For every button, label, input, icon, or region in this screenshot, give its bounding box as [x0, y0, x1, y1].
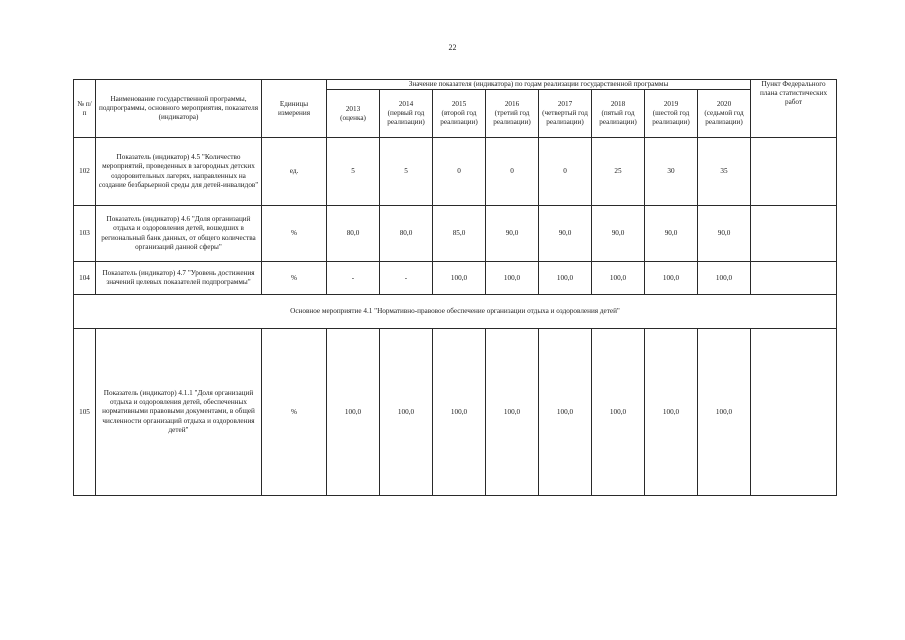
value-cell: 80,0 — [380, 206, 433, 262]
value-cell: 5 — [380, 138, 433, 206]
row-number: 105 — [74, 329, 96, 496]
header-year: 2020 (седьмой год реализации) — [698, 90, 751, 138]
value-cell: 100,0 — [698, 262, 751, 295]
indicator-name: Показатель (индикатор) 4.1.1 "Доля организаций отдыха и оздоровления детей, обеспеченных нормативными правовыми документами, в общей численности организаций отдыха и оздоровления детей" — [96, 329, 262, 496]
unit-cell: % — [262, 262, 327, 295]
value-cell: 90,0 — [486, 206, 539, 262]
header-year: 2018 (пятый год реализации) — [592, 90, 645, 138]
value-cell: - — [380, 262, 433, 295]
value-cell: 90,0 — [592, 206, 645, 262]
header-year: 2014 (первый год реализации) — [380, 90, 433, 138]
table-row — [74, 262, 837, 295]
plan-cell — [751, 329, 837, 496]
value-cell: 100,0 — [539, 329, 592, 496]
header-num: № п/п — [74, 80, 96, 138]
value-cell: 100,0 — [486, 262, 539, 295]
header-name: Наименование государственной программы, подпрограммы, основного мероприятия, показателя (индикатора) — [96, 80, 262, 138]
header-year: 2019 (шестой год реализации) — [645, 90, 698, 138]
value-cell: 0 — [539, 138, 592, 206]
table-row — [74, 329, 837, 496]
row-number: 103 — [74, 206, 96, 262]
value-cell: 25 — [592, 138, 645, 206]
value-cell: 100,0 — [645, 329, 698, 496]
indicator-name: Показатель (индикатор) 4.6 "Доля организаций отдыха и оздоровления детей, вошедших в региональный банк данных, от общего количества организаций данной сферы" — [96, 206, 262, 262]
value-cell: 100,0 — [380, 329, 433, 496]
header-year: 2013 (оценка) — [327, 90, 380, 138]
page-number: 22 — [448, 43, 457, 52]
value-cell: 100,0 — [645, 262, 698, 295]
header-year: 2016 (третий год реализации) — [486, 90, 539, 138]
value-cell: 100,0 — [327, 329, 380, 496]
value-cell: 90,0 — [539, 206, 592, 262]
value-cell: 100,0 — [698, 329, 751, 496]
value-cell: 0 — [433, 138, 486, 206]
indicators-table — [73, 79, 837, 496]
value-cell: 90,0 — [698, 206, 751, 262]
indicator-name: Показатель (индикатор) 4.7 "Уровень достижения значений целевых показателей подпрограммы" — [96, 262, 262, 295]
unit-cell: ед. — [262, 138, 327, 206]
value-cell: 100,0 — [592, 262, 645, 295]
plan-cell — [751, 206, 837, 262]
header-year: 2017 (четвертый год реализации) — [539, 90, 592, 138]
header-values-group: Значение показателя (индикатора) по годам реализации государственной программы — [327, 80, 751, 90]
value-cell: 35 — [698, 138, 751, 206]
indicator-name: Показатель (индикатор) 4.5 "Количество мероприятий, проведенных в загородных детских оздоровительных лагерях, направленных на создание безбарьерной среды для детей-инвалидов" — [96, 138, 262, 206]
unit-cell: % — [262, 206, 327, 262]
value-cell: - — [327, 262, 380, 295]
value-cell: 100,0 — [433, 329, 486, 496]
header-year: 2015 (второй год реализации) — [433, 90, 486, 138]
plan-cell — [751, 262, 837, 295]
table-row — [74, 206, 837, 262]
value-cell: 100,0 — [539, 262, 592, 295]
plan-cell — [751, 138, 837, 206]
value-cell: 80,0 — [327, 206, 380, 262]
section-title: Основное мероприятие 4.1 "Нормативно-правовое обеспечение организации отдыха и оздоровления детей" — [74, 295, 837, 329]
value-cell: 90,0 — [645, 206, 698, 262]
value-cell: 5 — [327, 138, 380, 206]
header-plan: Пункт Федерального плана статистических работ — [751, 80, 837, 138]
value-cell: 100,0 — [486, 329, 539, 496]
value-cell: 0 — [486, 138, 539, 206]
row-number: 102 — [74, 138, 96, 206]
section-row — [74, 295, 837, 329]
header-unit: Единицы измерения — [262, 80, 327, 138]
unit-cell: % — [262, 329, 327, 496]
value-cell: 100,0 — [433, 262, 486, 295]
row-number: 104 — [74, 262, 96, 295]
table-row — [74, 138, 837, 206]
value-cell: 100,0 — [592, 329, 645, 496]
value-cell: 85,0 — [433, 206, 486, 262]
value-cell: 30 — [645, 138, 698, 206]
